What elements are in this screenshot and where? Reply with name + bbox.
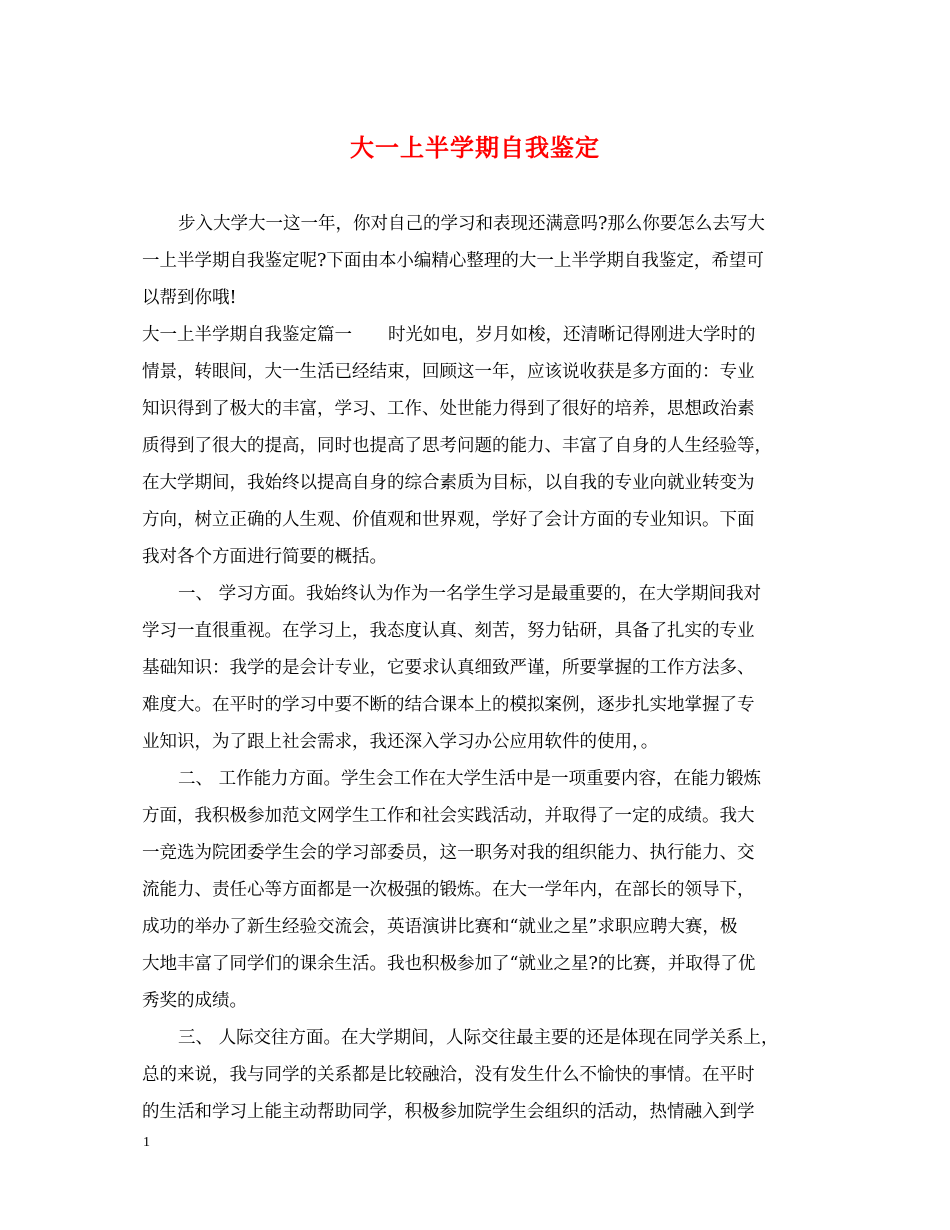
body-line-text: 时光如电，岁月如梭，还清晰记得刚进大学时的 bbox=[388, 325, 756, 345]
body-line: 情景，转眼间，大一生活已经结束，回顾这一年，应该说收获是多方面的：专业 bbox=[142, 362, 755, 382]
page-number: 1 bbox=[143, 1135, 150, 1150]
body-line: 的生活和学习上能主动帮助同学，积极参加院学生会组织的活动，热情融入到学 bbox=[142, 1102, 755, 1122]
body-line: 业知识，为了跟上社会需求，我还深入学习办公应用软件的使用，。 bbox=[142, 732, 659, 752]
body-line: 步入大学大一这一年，你对自己的学习和表现还满意吗?那么你要怎么去写大 bbox=[178, 214, 765, 234]
body-line: 学习一直很重视。在学习上，我态度认真、刻苦，努力钻研，具备了扎实的专业 bbox=[142, 621, 755, 641]
body-line bbox=[142, 317, 812, 354]
body-line: 难度大。在平时的学习中要不断的结合课本上的模拟案例，逐步扎实地掌握了专 bbox=[142, 695, 755, 715]
body-line: 一上半学期自我鉴定呢?下面由本小编精心整理的大一上半学期自我鉴定，希望可 bbox=[142, 251, 764, 271]
body-line: 在大学期间，我始终以提高自身的综合素质为目标，以自我的专业向就业转变为 bbox=[142, 473, 755, 493]
body-line: 三、 人际交往方面。在大学期间，人际交往最主要的还是体现在同学关系上， bbox=[178, 1028, 779, 1048]
body-line: 流能力、责任心等方面都是一次极强的锻炼。在大一学年内，在部长的领导下， bbox=[142, 880, 755, 900]
body-line: 一、 学习方面。我始终认为作为一名学生学习是最重要的，在大学期间我对 bbox=[178, 584, 762, 604]
document-body bbox=[142, 206, 812, 1131]
body-line: 以帮到你哦! bbox=[142, 288, 237, 308]
body-line: 方向，树立正确的人生观、价值观和世界观，学好了会计方面的专业知识。下面 bbox=[142, 510, 755, 530]
body-line: 总的来说，我与同学的关系都是比较融洽，没有发生什么不愉快的事情。在平时 bbox=[142, 1065, 755, 1085]
body-line: 二、 工作能力方面。学生会工作在大学生活中是一项重要内容，在能力锻炼 bbox=[178, 769, 762, 789]
body-line: 秀奖的成绩。 bbox=[142, 991, 247, 1011]
body-line: 基础知识：我学的是会计专业，它要求认真细致严谨，所要掌握的工作方法多、 bbox=[142, 658, 755, 678]
body-line: 方面，我积极参加范文网学生工作和社会实践活动，并取得了一定的成绩。我大 bbox=[142, 806, 755, 826]
body-line: 成功的举办了新生经验交流会，英语演讲比赛和“就业之星”求职应聘大赛，极 bbox=[142, 917, 738, 937]
document-title: 大一上半学期自我鉴定 bbox=[350, 133, 600, 162]
body-line: 知识得到了极大的丰富，学习、工作、处世能力得到了很好的培养，思想政治素 bbox=[142, 399, 755, 419]
body-line: 质得到了很大的提高，同时也提高了思考问题的能力、丰富了自身的人生经验等， bbox=[142, 436, 772, 456]
body-line: 大地丰富了同学们的课余生活。我也积极参加了“就业之星?的比赛，并取得了优 bbox=[142, 954, 756, 974]
section-heading: 大一上半学期自我鉴定篇一 bbox=[142, 325, 352, 345]
body-line: 我对各个方面进行简要的概括。 bbox=[142, 547, 387, 567]
body-line: 一竞选为院团委学生会的学习部委员，这一职务对我的组织能力、执行能力、交 bbox=[142, 843, 755, 863]
